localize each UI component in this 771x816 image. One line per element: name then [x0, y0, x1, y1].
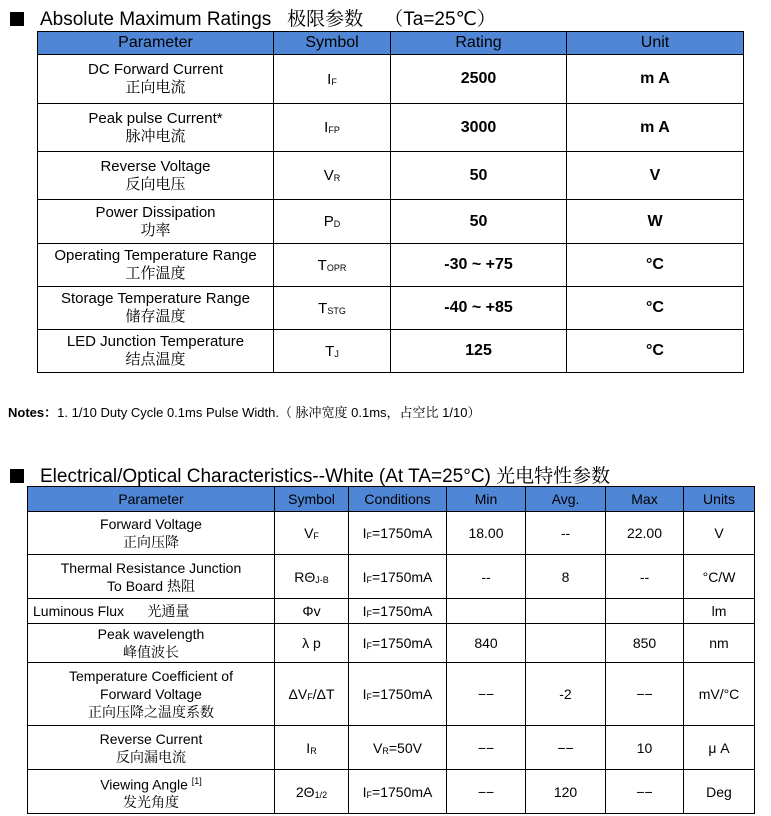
param-cell [28, 726, 275, 770]
cond: I [362, 603, 367, 619]
symbol-sub: D [333, 219, 341, 229]
table-row [28, 663, 755, 726]
max-cell [606, 599, 684, 624]
avg-cell: −− [526, 726, 606, 770]
symbol-sub: F [307, 692, 313, 702]
table-row [28, 555, 755, 599]
symbol-sub: 1/2 [314, 789, 328, 800]
rating-cell: 3000 [391, 104, 567, 152]
param-line: Thermal Resistance Junction [60, 559, 242, 576]
notes [8, 402, 480, 421]
section1-condition: （Ta=25℃） [384, 9, 496, 30]
symbol-sub: J [334, 348, 339, 359]
cond: V [373, 739, 383, 756]
table-row [28, 512, 755, 555]
unit-cell: Deg [684, 770, 755, 814]
param-cell [38, 104, 274, 152]
symbol: Φv [302, 603, 321, 619]
cond-sub: F [366, 692, 373, 702]
param-line: 反向漏电流 [116, 748, 186, 765]
unit-cell: °C [567, 287, 744, 330]
param-line: Reverse Current [99, 730, 203, 747]
condition-cell [349, 512, 447, 555]
symbol: T [325, 342, 335, 360]
avg-cell [526, 624, 606, 663]
param-line: 光通量 [147, 603, 190, 619]
param-cell [38, 244, 274, 287]
symbol: RΘ [294, 568, 316, 585]
section1-title [10, 4, 496, 31]
absolute-max-ratings-table [37, 31, 744, 373]
avg-cell: 8 [526, 555, 606, 599]
symbol-cell [275, 624, 349, 663]
symbol: 2Θ [295, 783, 315, 800]
table-header-row [28, 487, 755, 512]
param-line: Temperature Coefficient of [69, 668, 233, 684]
symbol: V [304, 525, 314, 541]
symbol-cell [274, 330, 391, 373]
header-avg: Avg. [526, 487, 606, 512]
param-line: Luminous Flux [33, 603, 125, 619]
table-row [38, 104, 744, 152]
header-parameter: Parameter [28, 487, 275, 512]
cond: I [362, 568, 367, 585]
unit-cell: lm [684, 599, 755, 624]
square-bullet-icon [10, 12, 24, 26]
table-row [38, 330, 744, 373]
symbol: P [323, 213, 334, 230]
condition-cell [349, 770, 447, 814]
param-cell [38, 200, 274, 244]
symbol-sub: STG [327, 305, 346, 316]
min-cell [447, 599, 526, 624]
rating-cell: -40 ~ +85 [391, 287, 567, 330]
table-row [28, 770, 755, 814]
avg-cell: -- [526, 512, 606, 555]
param-cn: 结点温度 [125, 351, 186, 368]
section1-title-cn: 极限参数 [287, 9, 364, 30]
param-line: Viewing Angle [100, 776, 188, 793]
cond-rest: =1750mA [372, 635, 433, 651]
param-line: 峰值波长 [123, 644, 179, 660]
header-units: Units [684, 487, 755, 512]
symbol: λ p [302, 635, 321, 651]
param-cn: 工作温度 [125, 265, 186, 282]
cond-sub: F [366, 609, 373, 619]
symbol-cell [274, 55, 391, 104]
cond-sub: F [366, 789, 373, 800]
table-row [38, 244, 744, 287]
param-cell [38, 55, 274, 104]
condition-cell [349, 555, 447, 599]
header-symbol: Symbol [275, 487, 349, 512]
cond-sub: F [366, 574, 373, 585]
table-row [38, 152, 744, 200]
table-row [28, 726, 755, 770]
min-cell: −− [447, 663, 526, 726]
header-symbol: Symbol [274, 32, 391, 55]
param-cn: 脉冲电流 [125, 127, 186, 145]
symbol: T [318, 299, 328, 317]
min-cell: 840 [447, 624, 526, 663]
symbol-rest: /ΔT [312, 686, 335, 702]
cond-rest: =1750mA [372, 568, 433, 585]
param-cn: 反向电压 [125, 175, 186, 193]
table-row [38, 287, 744, 330]
header-max: Max [606, 487, 684, 512]
rating-cell: 50 [391, 200, 567, 244]
symbol: V [323, 167, 334, 184]
param-cell [38, 152, 274, 200]
min-cell: 18.00 [447, 512, 526, 555]
rating-cell: 125 [391, 330, 567, 373]
cond: I [362, 686, 367, 702]
condition-cell [349, 663, 447, 726]
rating-cell: 50 [391, 152, 567, 200]
max-cell: 850 [606, 624, 684, 663]
symbol-cell [274, 104, 391, 152]
rating-cell: 2500 [391, 55, 567, 104]
param-line: To Board 热阻 [107, 577, 195, 594]
min-cell: −− [447, 726, 526, 770]
symbol: ΔV [288, 686, 308, 702]
param-en: Storage Temperature Range [60, 290, 250, 307]
table-row [38, 55, 744, 104]
section2-title [10, 461, 610, 488]
param-en: Peak pulse Current* [88, 109, 223, 127]
cond-rest: =1750mA [372, 686, 433, 702]
symbol-cell [275, 512, 349, 555]
unit-cell: m A [567, 55, 744, 104]
symbol: T [317, 256, 327, 274]
section2-title-cn: 光电特性参数 [496, 466, 611, 487]
param-line: Peak wavelength [97, 626, 205, 642]
header-rating: Rating [391, 32, 567, 55]
symbol: I [306, 739, 311, 756]
param-cn: 储存温度 [125, 308, 186, 325]
symbol-sub: FP [328, 125, 340, 135]
header-min: Min [447, 487, 526, 512]
unit-cell: V [684, 512, 755, 555]
condition-cell [349, 599, 447, 624]
header-unit: Unit [567, 32, 744, 55]
avg-cell: 120 [526, 770, 606, 814]
unit-cell: m A [567, 104, 744, 152]
header-parameter: Parameter [38, 32, 274, 55]
param-cn: 正向电流 [125, 79, 186, 96]
avg-cell: -2 [526, 663, 606, 726]
min-cell: -- [447, 555, 526, 599]
table-row [28, 624, 755, 663]
avg-cell [526, 599, 606, 624]
param-cell [28, 599, 275, 624]
max-cell: 22.00 [606, 512, 684, 555]
symbol-sub: F [313, 531, 319, 541]
table-row [38, 200, 744, 244]
min-cell: −− [447, 770, 526, 814]
symbol: I [324, 119, 329, 136]
section2-title-en: Electrical/Optical Characteristics--White (At TA=25°C) [40, 466, 491, 487]
section1-title-en: Absolute Maximum Ratings [40, 9, 272, 30]
symbol-cell [275, 555, 349, 599]
param-cell [38, 330, 274, 373]
param-cell [28, 555, 275, 599]
param-en: DC Forward Current [87, 61, 224, 78]
cond: I [362, 525, 367, 541]
symbol-cell [275, 663, 349, 726]
param-cell [38, 287, 274, 330]
footnote-ref: [1] [191, 775, 202, 786]
param-cell [28, 663, 275, 726]
max-cell: -- [606, 555, 684, 599]
param-cell [28, 624, 275, 663]
param-en: Operating Temperature Range [54, 247, 257, 264]
symbol-sub: R [333, 173, 341, 183]
unit-cell: °C/W [684, 555, 755, 599]
max-cell: −− [606, 663, 684, 726]
unit-cell: nm [684, 624, 755, 663]
symbol-cell [274, 200, 391, 244]
param-en: LED Junction Temperature [66, 333, 245, 350]
cond-sub: R [382, 745, 389, 756]
symbol-cell [274, 287, 391, 330]
cond-rest: =1750mA [372, 783, 433, 800]
max-cell: −− [606, 770, 684, 814]
symbol: I [327, 70, 332, 88]
rating-cell: -30 ~ +75 [391, 244, 567, 287]
symbol-sub: R [310, 745, 317, 756]
cond-rest: =1750mA [372, 603, 433, 619]
unit-cell: W [567, 200, 744, 244]
cond-rest: =50V [388, 739, 422, 756]
param-line: Forward Voltage [100, 516, 202, 532]
cond: I [362, 783, 367, 800]
cond-sub: F [366, 531, 373, 541]
symbol-cell [275, 726, 349, 770]
param-cell [28, 512, 275, 555]
condition-cell [349, 726, 447, 770]
table-row [28, 599, 755, 624]
symbol-cell [275, 599, 349, 624]
cond-sub: F [366, 641, 373, 651]
param-en: Power Dissipation [95, 203, 216, 221]
param-line: 发光角度 [123, 794, 179, 811]
unit-cell: V [567, 152, 744, 200]
param-line: 正向压降之温度系数 [88, 704, 214, 720]
condition-cell [349, 624, 447, 663]
unit-cell: μ A [684, 726, 755, 770]
table-header-row [38, 32, 744, 55]
param-line: Forward Voltage [100, 686, 202, 702]
param-en: Reverse Voltage [100, 157, 211, 175]
symbol-sub: F [331, 76, 337, 87]
param-cell [28, 770, 275, 814]
cond: I [362, 635, 367, 651]
symbol-sub: J-B [315, 574, 329, 585]
unit-cell: mV/°C [684, 663, 755, 726]
unit-cell: °C [567, 330, 744, 373]
symbol-cell [274, 152, 391, 200]
param-cn: 功率 [140, 221, 171, 239]
symbol-cell [275, 770, 349, 814]
cond-rest: =1750mA [372, 525, 433, 541]
electrical-optical-table [27, 486, 755, 814]
unit-cell: °C [567, 244, 744, 287]
square-bullet-icon [10, 469, 24, 483]
symbol-sub: OPR [326, 262, 347, 273]
param-line: 正向压降 [123, 534, 179, 550]
notes-label: Notes： [8, 405, 58, 420]
max-cell: 10 [606, 726, 684, 770]
notes-text: 1. 1/10 Duty Cycle 0.1ms Pulse Width.（ 脉冲宽度 0.1ms，占空比 1/10） [57, 405, 481, 420]
header-conditions: Conditions [349, 487, 447, 512]
symbol-cell [274, 244, 391, 287]
